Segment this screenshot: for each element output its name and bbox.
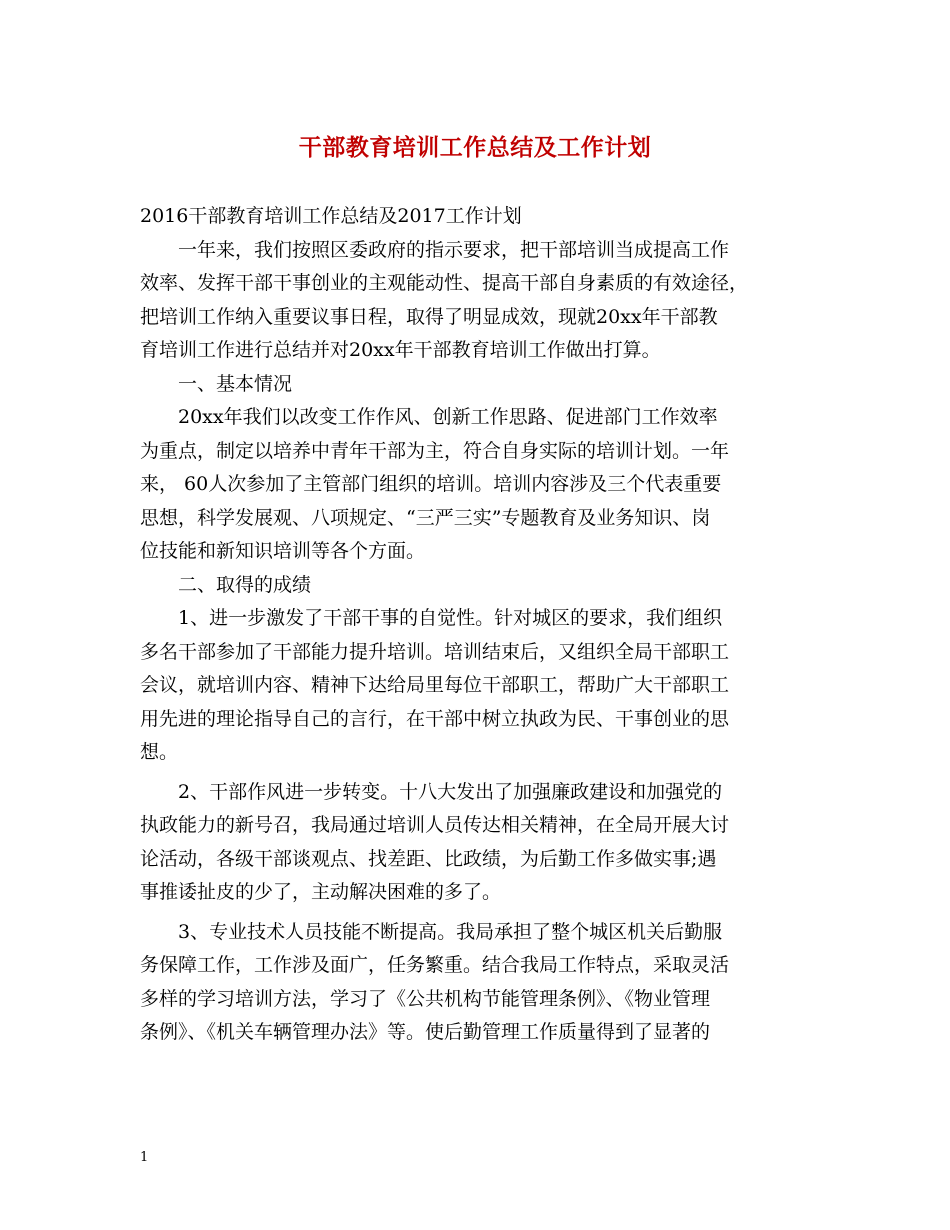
text-line: 3、专业技术人员技能不断提高。我局承担了整个城区机关后勤服 [178, 920, 723, 943]
text-line: 效率、发挥干部干事创业的主观能动性、提高干部自身素质的有效途径， [140, 272, 749, 294]
text-line: 2、干部作风进一步转变。十八大发出了加强廉政建设和加强党的 [178, 780, 723, 803]
paragraph-achievement-3 [140, 916, 815, 1050]
text-line: 执政能力的新号召，我局通过培训人员传达相关精神，在全局开展大讨 [140, 814, 730, 836]
text-line: 事推诿扯皮的少了，主动解决困难的多了。 [140, 881, 502, 903]
paragraph-basic [140, 401, 815, 569]
text-line: 会议，就培训内容、精神下达给局里每位干部职工，帮助广大干部职工 [140, 674, 730, 696]
text-line: 来， 60人次参加了主管部门组织的培训。培训内容涉及三个代表重要 [140, 473, 722, 495]
paragraph-intro [140, 234, 815, 368]
document-title: 干部教育培训工作总结及工作计划 [298, 134, 652, 161]
text-line: 用先进的理论指导自己的言行，在干部中树立执政为民、干事创业的思 [140, 707, 730, 730]
text-line: 论活动，各级干部谈观点、找差距、比政绩，为后勤工作多做实事;遇 [140, 847, 717, 870]
subtitle-line [140, 200, 815, 234]
text-line: 为重点，制定以培养中青年干部为主，符合自身实际的培训计划。一年 [140, 439, 730, 462]
page-number: 1 [140, 1150, 149, 1165]
text-line: 想。 [140, 741, 179, 763]
text-line: 一年来，我们按照区委政府的指示要求，把干部培训当成提高工作 [178, 238, 730, 261]
text-line: 一、基本情况 [178, 372, 293, 395]
text-line: 务保障工作，工作涉及面广，任务繁重。结合我局工作特点，采取灵活 [140, 954, 730, 976]
section-heading-basic [140, 368, 815, 402]
text-line: 位技能和新知识培训等各个方面。 [140, 540, 426, 562]
document-body [140, 200, 815, 1050]
text-line: 二、取得的成绩 [178, 573, 312, 596]
text-line: 育培训工作进行总结并对20xx年干部教育培训工作做出打算。 [140, 339, 661, 361]
paragraph-achievement-1 [140, 602, 815, 770]
paragraph-achievement-2 [140, 776, 815, 910]
text-line: 1、进一步激发了干部干事的自觉性。针对城区的要求，我们组织 [178, 607, 723, 629]
text-line: 条例》、《机关车辆管理办法》等。使后勤管理工作质量得到了显著的 [140, 1021, 711, 1043]
text-line: 思想，科学发展观、八项规定、“三严三实”专题教育及业务知识、岗 [140, 506, 711, 529]
text-line: 把培训工作纳入重要议事日程，取得了明显成效，现就20xx年干部教 [140, 305, 718, 328]
text-line: 20xx年我们以改变工作作风、创新工作思路、促进部门工作效率 [178, 406, 718, 428]
section-heading-achievements [140, 569, 815, 603]
text-line: 2016干部教育培训工作总结及2017工作计划 [140, 205, 522, 227]
text-line: 多样的学习培训方法，学习了《公共机构节能管理条例》、《物业管理 [140, 987, 711, 1010]
text-line: 多名干部参加了干部能力提升培训。培训结束后，又组织全局干部职工 [140, 640, 730, 663]
